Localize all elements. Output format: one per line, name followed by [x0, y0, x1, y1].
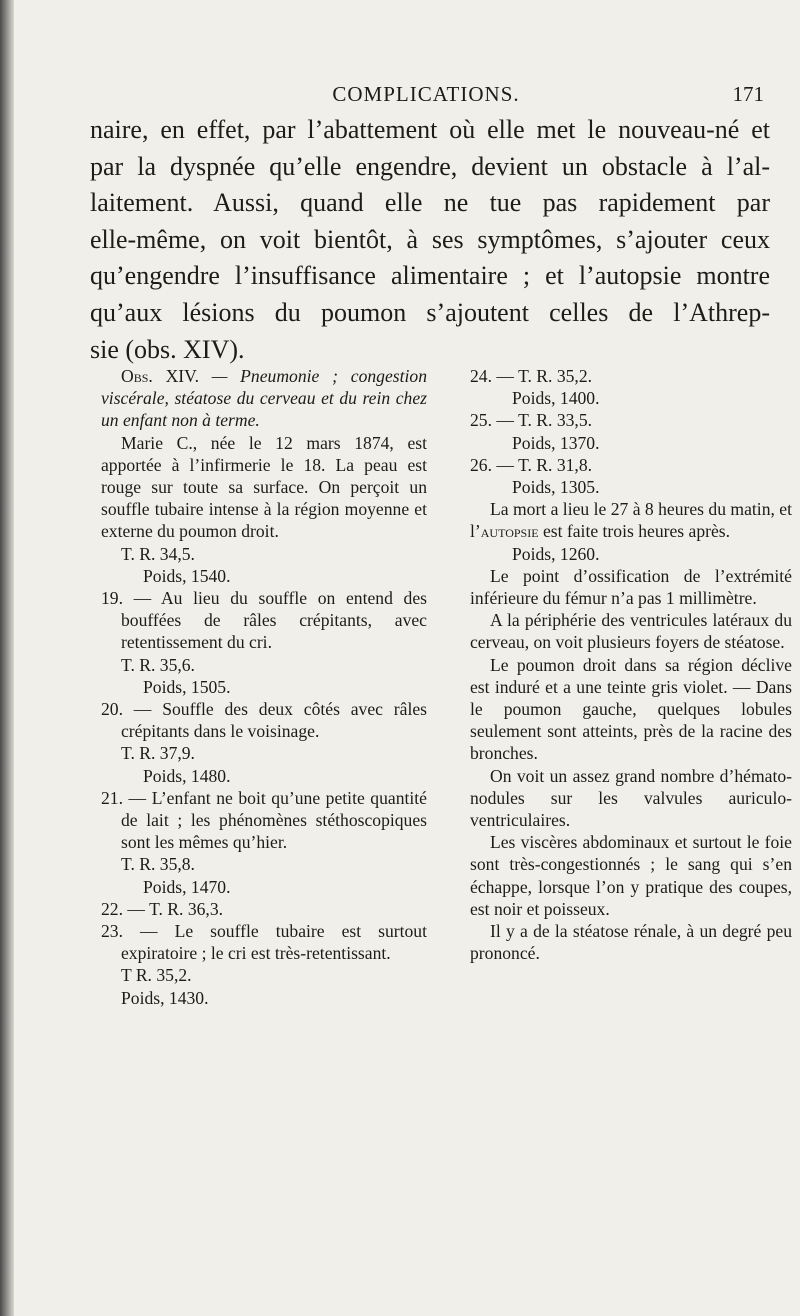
lead-line: par la dyspnée qu’elle engendre, devient un obstacle à l’al- — [90, 151, 770, 181]
weight-reading: Poids, 1370. — [512, 432, 600, 453]
obs-title: — Pneumonie ; congestion viscérale, stéatose du cerveau et du rein chez un enfant non à terme. — [101, 366, 427, 431]
daily-entry: 22. — T. R. 36,3. — [101, 898, 224, 919]
daily-entry: 21. — L’enfant ne boit qu’une petite quantité de lait ; les phénomènes stéthoscopiques sont les mêmes qu’hier. — [101, 787, 427, 853]
death-paragraph — [470, 498, 792, 542]
valves-paragraph: On voit un assez grand nombre d’hémato-nodules sur les valvules auriculo-ventriculaires. — [470, 765, 792, 831]
weight-reading: Poids, 1480. — [143, 765, 231, 786]
weight-reading: Poids, 1505. — [143, 676, 231, 697]
temperature-reading: T. R. 37,9. — [121, 743, 195, 764]
case-intro: Marie C., née le 12 mars 1874, est apportée à l’infirmerie le 18. La peau est rouge sur toute sa surface. On perçoit un souffle tubaire intense à la région moyenne et externe du poumon droit. — [101, 432, 427, 542]
daily-entry: 25. — T. R. 33,5. — [470, 410, 593, 431]
weight-reading: Poids, 1470. — [143, 876, 231, 897]
lead-line: qu’aux lésions du poumon s’ajoutent celles de l’Athrep- — [90, 297, 770, 327]
daily-entry: 24. — T. R. 35,2. — [470, 366, 593, 386]
autopsie-label: autopsie — [480, 521, 539, 542]
temperature-reading: T. R. 34,5. — [121, 543, 195, 564]
obs-label: Obs. XIV. — [121, 366, 199, 386]
daily-entry: 19. — Au lieu du souffle on entend des bouffées de râles crépitants, avec retentissement du cri. — [101, 588, 427, 653]
daily-entry: 26. — T. R. 31,8. — [470, 454, 593, 475]
observation-left-column — [101, 365, 427, 1009]
daily-entry: 20. — Souffle des deux côtés avec râles crépitants dans le voisinage. — [101, 699, 427, 742]
viscera-paragraph: Les viscères abdominaux et surtout le foie sont très-congestionnés ; le sang qui s’en échappe, lorsque l’on y pratique des coupes, est noir et poisseux. — [470, 832, 792, 919]
book-binding-edge — [0, 0, 14, 1316]
weight-reading: Poids, 1540. — [143, 565, 231, 586]
running-title: COMPLICATIONS. — [332, 82, 520, 106]
temperature-reading: T. R. 35,6. — [121, 654, 195, 675]
lead-line: sie (obs. XIV). — [90, 334, 245, 364]
brain-paragraph: A la périphérie des ventricules latéraux du cerveau, on voit plusieurs foyers de stéatose. — [470, 610, 792, 653]
lead-line: laitement. Aussi, quand elle ne tue pas rapidement par — [90, 188, 770, 218]
lead-line: qu’engendre l’insuffisance alimentaire ; et l’autopsie montre — [90, 261, 770, 291]
death-text-end: est faite trois heures après. — [538, 521, 731, 542]
weight-reading: Poids, 1305. — [512, 477, 600, 498]
death-text: La mort a lieu le 27 à 8 heures du matin, et l’ — [470, 499, 792, 542]
observation-heading — [101, 365, 427, 432]
kidney-paragraph: Il y a de la stéatose rénale, à un degré peu prononcé. — [470, 921, 792, 964]
daily-entry: 23. — Le souffle tubaire est surtout expiratoire ; le cri est très-retentissant. — [101, 921, 427, 964]
temperature-reading: T. R. 35,8. — [121, 854, 195, 875]
observation-right-column — [470, 365, 792, 964]
lead-line: naire, en effet, par l’abattement où elle met le nouveau-né et — [90, 115, 770, 144]
page-number: 171 — [732, 82, 764, 106]
femur-paragraph: Le point d’ossification de l’extrémité inférieure du fémur n’a pas 1 millimètre. — [470, 565, 792, 609]
lung-paragraph: Le poumon droit dans sa région déclive est induré et a une teinte gris violet. — Dans le poumon gauche, quelques lobules seulement sont atteints, près de la racine des bronches. — [470, 654, 792, 764]
weight-reading: Poids, 1400. — [512, 388, 600, 409]
lead-paragraph — [90, 112, 770, 368]
page-header — [88, 82, 764, 108]
temperature-reading: T R. 35,2. — [121, 965, 192, 986]
lead-line: elle-même, on voit bientôt, à ses symptômes, s’ajouter ceux — [90, 224, 770, 254]
weight-reading: Poids, 1430. — [121, 987, 209, 1008]
weight-reading: Poids, 1260. — [512, 543, 600, 564]
